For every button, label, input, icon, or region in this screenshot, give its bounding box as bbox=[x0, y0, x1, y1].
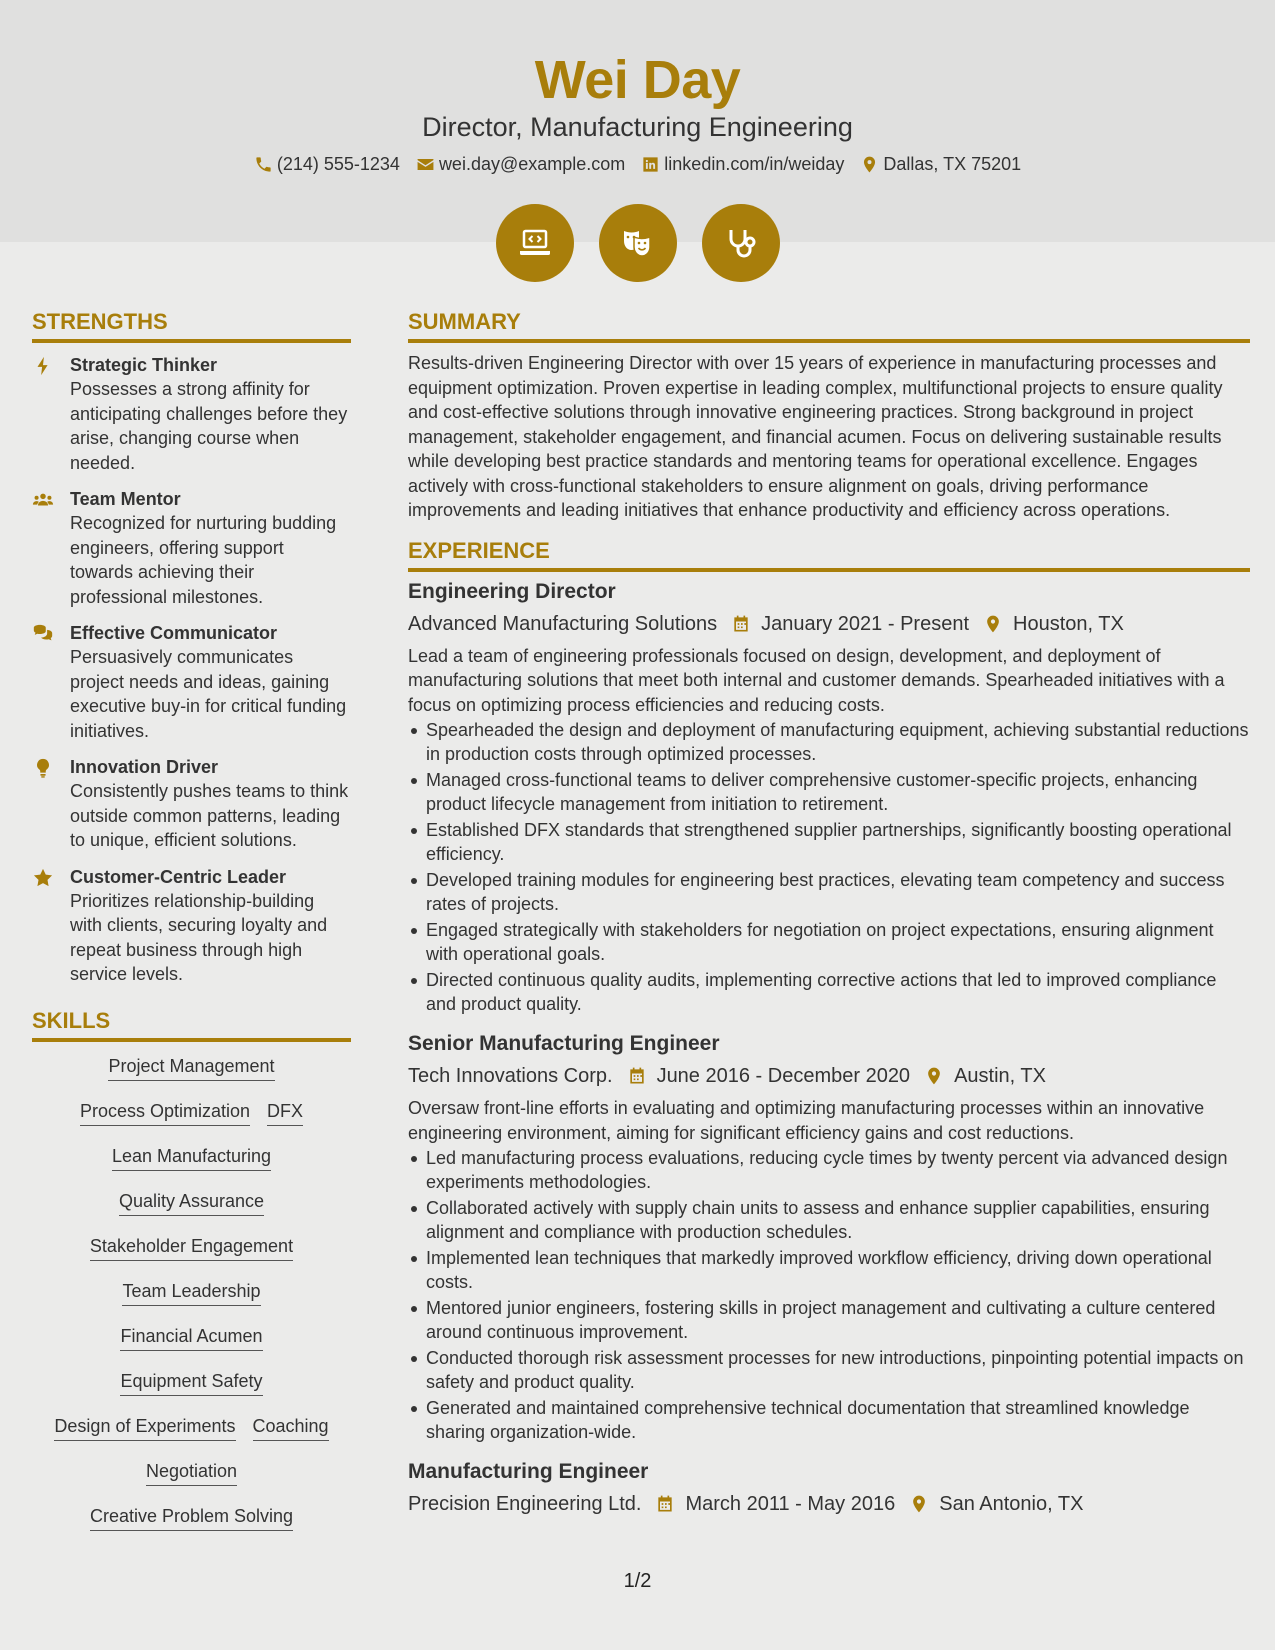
contact-linkedin-text: linkedin.com/in/weiday bbox=[664, 154, 845, 174]
strengths-list bbox=[32, 353, 351, 987]
strength-title: Innovation Driver bbox=[70, 757, 219, 777]
masks-theater-icon bbox=[618, 223, 658, 263]
stethoscope-icon bbox=[721, 223, 761, 263]
strength-desc: Consistently pushes teams to think outside common patterns, leading to unique, efficient solutions. bbox=[70, 781, 349, 850]
calendar-icon bbox=[627, 1066, 647, 1086]
summary-text: Results-driven Engineering Director with over 15 years of experience in manufacturing processes and equipment optimization. Proven expertise in leading complex, multifunctional projects to ensure quality and cost-effective solutions through innovative engineering practices. Strong background in project management, stakeholder engagement, and financial acumen. Focus on delivering sustainable results while developing best practice standards and mentoring teams for operational excellence. Engages actively with cross-functional stakeholders to ensure alignment on goals, driving performance improvements and leading initiatives that enhance productivity and efficiency across operations. bbox=[408, 353, 1223, 520]
job-bullet: Implemented lean techniques that markedly improved workflow efficiency, driving down operational costs. bbox=[408, 1246, 1250, 1294]
strength-item bbox=[32, 865, 351, 987]
map-pin-icon bbox=[860, 155, 879, 174]
contact-email[interactable] bbox=[416, 152, 625, 176]
job-bullet: Generated and maintained comprehensive technical documentation that streamlined knowledge sharing organization-wide. bbox=[408, 1396, 1250, 1444]
strength-title: Customer-Centric Leader bbox=[70, 866, 287, 887]
job-company: Tech Innovations Corp. bbox=[408, 1065, 613, 1087]
job-dates: June 2016 - December 2020 bbox=[656, 1065, 911, 1087]
job-bullets bbox=[408, 1146, 1250, 1444]
badge-theater bbox=[599, 204, 677, 282]
contact-phone[interactable] bbox=[254, 152, 400, 176]
calendar-icon bbox=[731, 614, 751, 634]
experience-heading: EXPERIENCE bbox=[408, 537, 1250, 572]
job-bullet: Conducted thorough risk assessment processes for new introductions, pinpointing potential impacts on safety and product quality. bbox=[408, 1346, 1250, 1394]
skill-tag: DFX bbox=[267, 1099, 303, 1126]
job-role: Senior Manufacturing Engineer bbox=[408, 1032, 720, 1055]
job-meta bbox=[408, 1060, 1250, 1092]
job-bullet: Managed cross-functional teams to deliver comprehensive customer-specific projects, enhancing product lifecycle management from initiation to retirement. bbox=[408, 768, 1250, 816]
job-company: Precision Engineering Ltd. bbox=[408, 1493, 642, 1515]
phone-icon bbox=[254, 155, 273, 174]
skill-tag: Design of Experiments bbox=[54, 1414, 235, 1441]
job-bullet: Led manufacturing process evaluations, reducing cycle times by twenty percent via advanced design experiments methodologies. bbox=[408, 1146, 1250, 1194]
skill-tag: Coaching bbox=[253, 1414, 329, 1441]
skill-tag: Stakeholder Engagement bbox=[90, 1234, 293, 1261]
strength-desc: Persuasively communicates project needs and ideas, gaining executive buy-in for critical funding initiatives. bbox=[70, 647, 347, 741]
linkedin-icon bbox=[641, 155, 660, 174]
job-role: Engineering Director bbox=[408, 579, 616, 603]
candidate-name: Wei Day bbox=[534, 50, 741, 110]
strength-item bbox=[32, 755, 351, 853]
skills-heading: SKILLS bbox=[32, 1007, 351, 1042]
job-description: Oversaw front-line efforts in evaluating and optimizing manufacturing processes within an innovative engineering environment, aiming for significant efficiency gains and cost reductions. bbox=[408, 1098, 1205, 1143]
job-bullet: Mentored junior engineers, fostering skills in project management and cultivating a culture centered around continuous improvement. bbox=[408, 1296, 1250, 1344]
job-dates: March 2011 - May 2016 bbox=[685, 1493, 896, 1515]
skill-tag: Equipment Safety bbox=[120, 1369, 262, 1396]
contact-bar bbox=[0, 152, 1275, 176]
users-icon bbox=[32, 489, 54, 511]
calendar-icon bbox=[655, 1494, 675, 1514]
skill-tag: Process Optimization bbox=[80, 1099, 250, 1126]
job-entry bbox=[408, 1458, 1250, 1520]
job-bullet: Engaged strategically with stakeholders for negotiation on project expectations, ensuring alignment with operational goals. bbox=[408, 918, 1250, 966]
bolt-icon bbox=[32, 355, 54, 377]
job-location: Houston, TX bbox=[1013, 612, 1124, 635]
lightbulb-icon bbox=[32, 757, 54, 779]
interest-badges bbox=[0, 204, 1275, 282]
skill-tag: Negotiation bbox=[146, 1459, 237, 1486]
contact-linkedin[interactable] bbox=[641, 152, 844, 176]
strength-title: Strategic Thinker bbox=[70, 355, 218, 375]
job-entry bbox=[408, 578, 1250, 1017]
strength-desc: Recognized for nurturing budding engineers, offering support towards achieving their professional milestones. bbox=[70, 513, 337, 607]
map-pin-icon bbox=[909, 1494, 929, 1514]
contact-email-text: wei.day@example.com bbox=[438, 154, 626, 174]
job-bullet: Developed training modules for engineering best practices, elevating team competency and success rates of projects. bbox=[408, 868, 1250, 916]
contact-location bbox=[860, 152, 1021, 176]
skill-tag: Project Management bbox=[108, 1054, 274, 1081]
right-column bbox=[408, 308, 1250, 1520]
strengths-heading: STRENGTHS bbox=[32, 308, 351, 343]
job-meta bbox=[408, 608, 1250, 640]
job-role: Manufacturing Engineer bbox=[408, 1460, 649, 1483]
star-icon bbox=[32, 867, 54, 889]
envelope-icon bbox=[416, 155, 435, 174]
job-bullets bbox=[408, 718, 1250, 1016]
job-bullet: Collaborated actively with supply chain units to assess and enhance supplier capabilities, ensuring alignment and compliance with production schedules. bbox=[408, 1196, 1250, 1244]
strength-item bbox=[32, 487, 351, 609]
job-location: San Antonio, TX bbox=[939, 1493, 1084, 1515]
skill-tag: Creative Problem Solving bbox=[90, 1504, 293, 1531]
job-bullet: Spearheaded the design and deployment of manufacturing equipment, achieving substantial reductions in production costs through optimized processes. bbox=[408, 718, 1250, 766]
job-bullet: Established DFX standards that strengthened supplier partnerships, significantly boosting operational efficiency. bbox=[408, 818, 1250, 866]
job-entry bbox=[408, 1030, 1250, 1444]
job-meta bbox=[408, 1488, 1250, 1520]
map-pin-icon bbox=[924, 1066, 944, 1086]
contact-location-text: Dallas, TX 75201 bbox=[883, 154, 1022, 174]
strength-desc: Prioritizes relationship-building with clients, securing loyalty and repeat business through high service levels. bbox=[70, 890, 328, 984]
contact-phone-text: (214) 555-1234 bbox=[276, 154, 400, 174]
job-location: Austin, TX bbox=[954, 1065, 1046, 1087]
skill-tag: Lean Manufacturing bbox=[112, 1144, 271, 1171]
left-column bbox=[32, 308, 351, 1549]
map-pin-icon bbox=[983, 614, 1003, 634]
laptop-code-icon bbox=[515, 223, 555, 263]
summary-heading: SUMMARY bbox=[408, 308, 1250, 343]
candidate-title: Director, Manufacturing Engineering bbox=[422, 112, 853, 142]
badge-laptop-code bbox=[496, 204, 574, 282]
job-bullet: Directed continuous quality audits, implementing corrective actions that led to improved compliance and product quality. bbox=[408, 968, 1250, 1016]
strength-title: Team Mentor bbox=[70, 489, 181, 509]
job-description: Lead a team of engineering professionals focused on design, development, and deployment of manufacturing solutions that meet both internal and customer demands. Spearheaded initiatives with a focus on optimizing process efficiencies and reducing costs. bbox=[408, 645, 1225, 715]
skill-tag: Team Leadership bbox=[122, 1279, 260, 1306]
job-dates: January 2021 - Present bbox=[761, 612, 969, 635]
page-number: 1/2 bbox=[623, 1570, 652, 1592]
job-company: Advanced Manufacturing Solutions bbox=[408, 612, 718, 635]
strength-item bbox=[32, 621, 351, 743]
strength-item bbox=[32, 353, 351, 475]
strength-desc: Possesses a strong affinity for anticipating challenges before they arise, changing course when needed. bbox=[70, 379, 348, 473]
skill-tag: Quality Assurance bbox=[119, 1189, 264, 1216]
skills-list bbox=[32, 1054, 351, 1549]
skill-tag: Financial Acumen bbox=[120, 1324, 262, 1351]
comments-icon bbox=[32, 623, 54, 645]
strength-title: Effective Communicator bbox=[70, 623, 278, 643]
badge-stethoscope bbox=[702, 204, 780, 282]
